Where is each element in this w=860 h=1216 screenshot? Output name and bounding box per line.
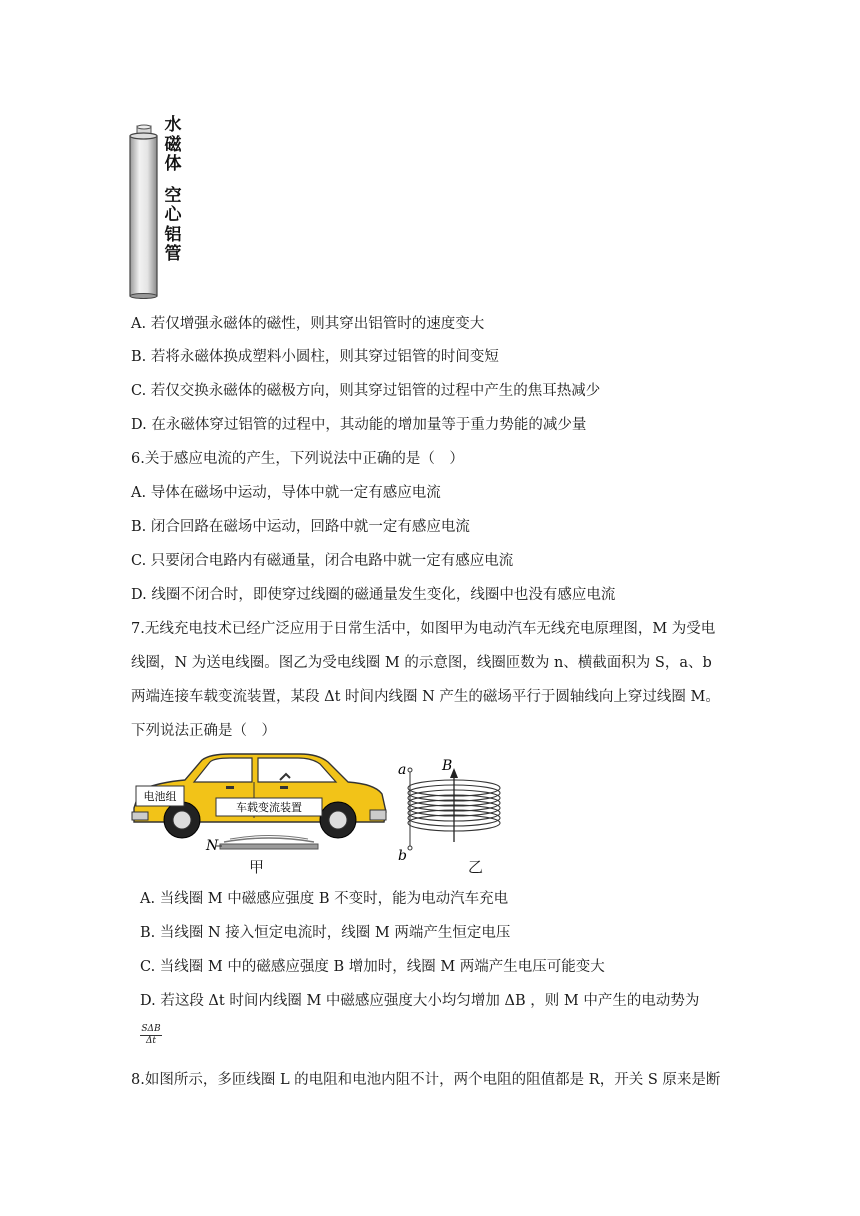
yi-label: 乙 xyxy=(468,858,484,876)
emf-fraction xyxy=(140,1024,162,1047)
coil-n-label: N xyxy=(206,838,219,854)
q5-option-c: C. 若仅交换永磁体的磁极方向，则其穿过铝管的过程中产生的焦耳热减少 xyxy=(131,383,601,399)
q7-option-b: B. 当线圈 N 接入恒定电流时，线圈 M 两端产生恒定电压 xyxy=(140,925,511,941)
q7-stem-line: 两端连接车载变流装置，某段 Δt 时间内线圈 N 产生的磁场平行于圆轴线向上穿过线圈 M。 xyxy=(131,689,720,705)
q6-option-d: D. 线圈不闭合时，即使穿过线圈的磁通量发生变化，线圈中也没有感应电流 xyxy=(131,587,616,603)
label-char: 体 xyxy=(164,154,182,174)
q6-option-a: A. 导体在磁场中运动，导体中就一定有感应电流 xyxy=(131,485,441,501)
q7-stem-line: 下列说法正确是（ ） xyxy=(131,723,276,739)
q7-option-d: D. 若这段 Δt 时间内线圈 M 中磁感应强度大小均匀增加 ΔB ，则 M 中产生的电动势为 xyxy=(140,993,700,1009)
label-char: 铝 xyxy=(164,224,182,245)
q5-option-d: D. 在永磁体穿过铝管的过程中，其动能的增加量等于重力势能的减少量 xyxy=(131,417,587,433)
coil-m-figure xyxy=(394,756,514,866)
q6-stem: 6.关于感应电流的产生，下列说法中正确的是（ ） xyxy=(131,451,464,467)
label-char: 水 xyxy=(164,115,182,135)
label-char: 管 xyxy=(164,244,182,264)
battery-label: 电池组 xyxy=(143,790,177,803)
q8-stem: 8.如图所示，多匝线圈 L 的电阻和电池内阻不计，两个电阻的阻值都是 R，开关 S 原来是断 xyxy=(131,1072,721,1088)
label-char: 磁 xyxy=(164,134,182,155)
a-label: a xyxy=(398,762,407,778)
q6-option-b: B. 闭合回路在磁场中运动，回路中就一定有感应电流 xyxy=(131,519,470,535)
fraction-numerator: SΔB xyxy=(141,1024,161,1034)
q7-stem-line: 线圈，N 为送电线圈。图乙为受电线圈 M 的示意图，线圈匝数为 n、横截面积为 S，a、b xyxy=(131,655,712,671)
magnet-tube-figure xyxy=(128,124,162,300)
aluminum-tube xyxy=(130,136,157,296)
q5-option-a: A. 若仅增强永磁体的磁性，则其穿出铝管时的速度变大 xyxy=(131,316,485,332)
q7-option-a: A. 当线圈 M 中磁感应强度 B 不变时，能为电动汽车充电 xyxy=(140,891,509,907)
q7-option-c: C. 当线圈 M 中的磁感应强度 B 增加时，线圈 M 两端产生电压可能变大 xyxy=(140,959,605,975)
fraction-denominator: Δt xyxy=(145,1036,157,1046)
q7-stem-line: 7.无线充电技术已经广泛应用于日常生活中，如图甲为电动汽车无线充电原理图，M 为受电 xyxy=(131,621,716,637)
coil-n xyxy=(220,844,318,849)
converter-label: 车载变流装置 xyxy=(236,801,302,814)
label-char: 空 xyxy=(164,185,182,206)
label-char: 心 xyxy=(164,205,182,225)
jia-label: 甲 xyxy=(249,858,265,876)
q5-option-b: B. 若将永磁体换成塑料小圆柱，则其穿过铝管的时间变短 xyxy=(131,349,499,365)
magnet-tube-label xyxy=(162,116,184,265)
B-label: B xyxy=(442,758,453,774)
q6-option-c: C. 只要闭合电路内有磁通量，闭合电路中就一定有感应电流 xyxy=(131,553,514,569)
car-charging-figure xyxy=(130,750,390,854)
b-label: b xyxy=(398,848,407,864)
